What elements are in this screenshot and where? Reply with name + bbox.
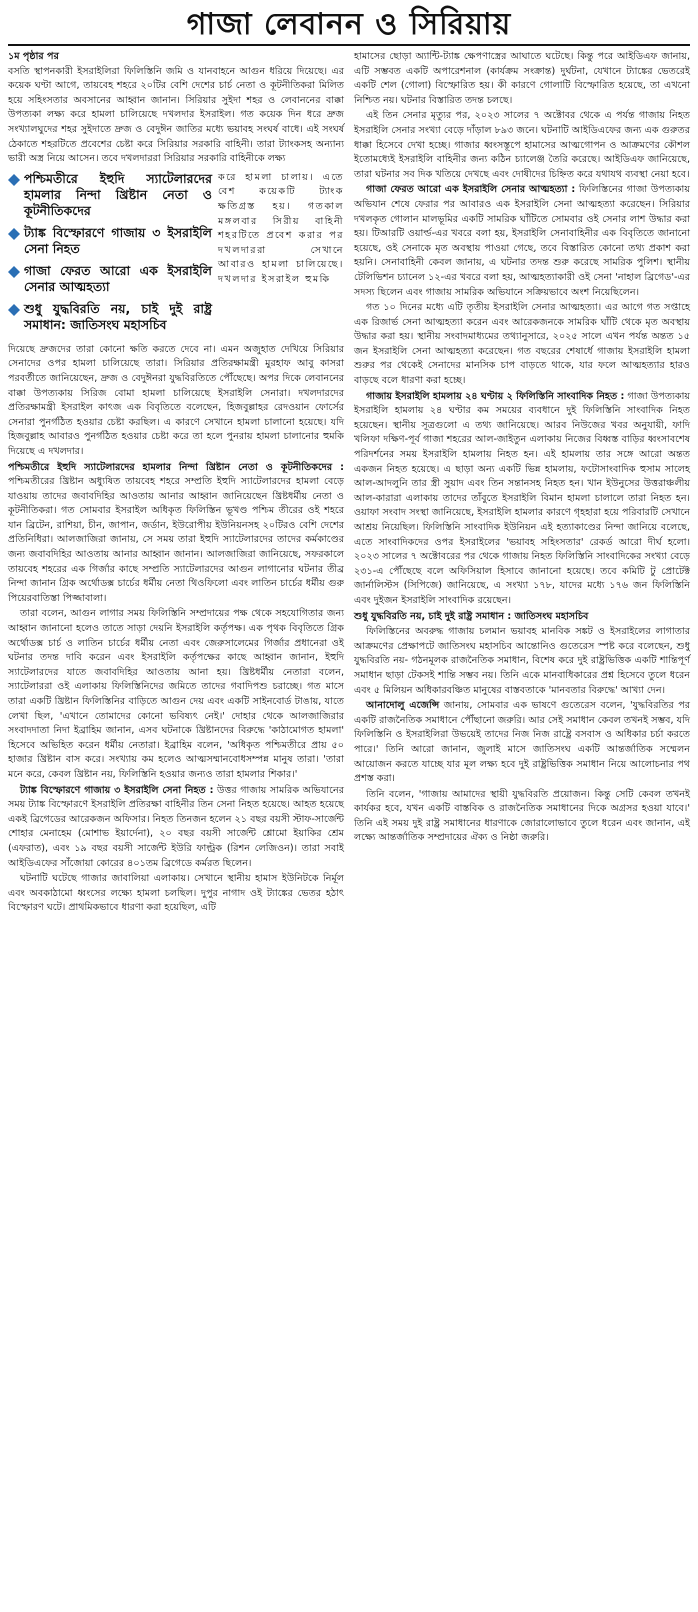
diamond-bullet-icon <box>8 266 20 278</box>
subsection-heading: শুধু যুদ্ধবিরতি নয়, চাই দুই রাষ্ট্র সমাধান : জাতিসংঘ মহাসচিব <box>354 610 589 622</box>
subsection-heading: গাজা ফেরত আরো এক ইসরাইলি সেনার আত্মহত্যা : <box>366 184 576 196</box>
highlight-text: পশ্চিমতীরে ইহুদি স্যাটেলারদের হামলার নিন্দা খ্রিষ্টান নেতা ও কূটনীতিকদের <box>24 170 212 218</box>
left-paragraph-4: ঘটনাটি ঘটেছে গাজার জাবালিয়া এলাকায়। সেখানে স্থানীয় হামাস ইউনিটকে নির্মূল এবং অবকাঠামো ধ্বংসের লক্ষ্যে হামলা চলছিল। দুপুর নাগাদ ওই ট্যাঙ্কের ভেতর হঠাৎ বিস্ফোরণ ঘটে। প্রাথমিকভাবে ধারণা করা হয়েছিল, এটি <box>8 873 344 914</box>
highlight-text: গাজা ফেরত আরো এক ইসরাইলি সেনার আত্মহত্যা <box>24 262 212 294</box>
subsection-body: উত্তর গাজায় সামরিক অভিযানের সময় ট্যাঙ্ক বিস্ফোরণে ইসরাইলি প্রতিরক্ষা বাহিনীর তিন সেনা নিহত হয়েছে। আহত হয়েছে একই ব্রিগেডের আরেকজন অফিসার। নিহত তিনজন হলেন ২১ বছর বয়সী স্টাফ-সার্জেন্ট শোহার মেনাহেম (মোশাভ ইয়ার্দেনা), ২০ বছর বয়সী সার্জেন্ট শ্লোমো ইয়াকির শ্রেম (এফরাত), এবং ১৯ বছর বয়সী সার্জেন্ট ইউরি ফাল্ট্রক (রিশন লেজিওন)। তারা সবাই আইডিএফের সাঁজোয়া কোরের ৪০১তম ব্রিগেডে কর্মরত ছিলেন। <box>8 784 344 869</box>
subsection-body: ফিলিস্তিনের গাজা উপত্যকায় অভিযান শেষে ফেরার পর আবারও এক ইসরাইলি সেনা আত্মহত্যা করেছেন। সিরিয়ার দখলকৃত গোলান মালভূমির একটি সামরিক ঘাঁটিতে সোমবার ওই সেনার লাশ উদ্ধার করা হয়। টিআরটি ওয়ার্ল্ড-এর খবরে বলা হয়, ইসরাইলি সেনাবাহিনীর এক বিবৃতিতে জানানো হয়েছে, ওই সেনাকে মৃত অবস্থায় পাওয়া গেছে, তবে বিস্তারিত কোনো তথ্য প্রকাশ করা হয়নি। সেনাবাহিনী কেবল জানায়, এ ঘটনার তদন্ত শুরু করেছে সামরিক পুলিশ। স্থানীয় টেলিভিশন চ্যানেল ১২-এর খবরে বলা হয়, আত্মহত্যাকারী ওই সেনা 'নাহাল ব্রিগেড'-এর সদস্য ছিলেন এবং গাজায় সামরিক অভিযানে সক্রিয়ভাবে অংশ নিয়েছিলেন। <box>354 184 690 298</box>
diamond-bullet-icon <box>8 304 20 316</box>
article-columns <box>8 50 690 917</box>
highlights-box <box>8 171 344 339</box>
left-paragraph-1 <box>8 50 344 167</box>
highlight-item <box>8 225 212 257</box>
highlight-text: ট্যাঙ্ক বিস্ফোরণে গাজায় ৩ ইসরাইলি সেনা নিহত <box>24 224 212 256</box>
highlight-side-text: করে হামলা চালায়। এতে বেশ কয়েকটি ট্যাংক ক্ষতিগ্রস্ত হয়। গতকাল মঙ্গলবার সিরীয় বাহিনী শহরটিতে প্রবেশ করার পর দখলদাররা সেখানে আবারও হামলা চালিয়েছে। দখলদার ইসরাইল হুমকি <box>218 171 344 285</box>
right-column <box>354 50 690 917</box>
subsection-body: গাজা উপত্যকায় ইসরাইলি হামলায় ২৪ ঘণ্টার কম সময়ের ব্যবধানে দুই ফিলিস্তিনি সাংবাদিক নিহত হয়েছেন। স্থানীয় সূত্রগুলো এ তথ্য জানিয়েছে। আরব নিউজের খবর অনুযায়ী, ফাদি খলিফা দক্ষিণ-পূর্ব গাজা শহরের আল-জাইতুন এলাকায় নিজের বিধ্বস্ত বাড়ির ধ্বংসাবশেষ পরিদর্শনের সময় ইসরাইলি হামলায় নিহত হন। এই হামলায় তার সঙ্গে আরো অন্তত একজন নিহত হয়েছে। এ ছাড়া অন্য একটি ভিন্ন হামলায়, ফটোসাংবাদিক হুসাম সালেহ আল-আদলুনি তার স্ত্রী সুয়াদ এবং তিন সন্তানসহ নিহত হন। খান ইউনুসের উত্তরাঞ্চলীয় আল-কারারা এলাকায় তাদের তাঁবুতে ইসরাইলি বিমান হামলা চালালে তারা নিহত হন। ওয়াফা সংবাদ সংস্থা জানিয়েছে, ইসরাইলি হামলার কারণে গৃহহারা হয়ে পরিবারটি সেখানে আশ্রয় নিয়েছিল। ফিলিস্তিনি সাংবাদিক ইউনিয়ন এই হত্যাকাণ্ডের নিন্দা জানিয়ে বলেছে, এতে সাংবাদিকদের ওপর ইসরাইলের 'ভয়াবহ সহিংসতার' রেকর্ড আরো দীর্ঘ হলো। ২০২৩ সালের ৭ অক্টোবরের পর থেকে গাজায় নিহত ফিলিস্তিনি সাংবাদিকের সংখ্যা বেড়ে ২৩১-এ পৌঁছেছে বলে অফিসিয়াল হিসাবে জানানো হয়েছে। তবে কমিটি টু প্রোটেক্ট জার্নালিস্টস (সিপিজে) জানিয়েছে, এ সংখ্যা ১৭৮, যাদের মধ্যে ১৭৬ জন ফিলিস্তিনি এবং দুইজন ইসরাইলি সাংবাদিক রয়েছেন। <box>354 390 691 606</box>
subsection-heading: ট্যাঙ্ক বিস্ফোরণে গাজায় ৩ ইসরাইলি সেনা নিহত : <box>20 784 214 796</box>
left-paragraph-2: দিয়েছে দ্রুজদের তারা কোনো ক্ষতি করতে দেবে না। এমন অজুহাত দেখিয়ে সিরিয়ার সেনাদের ওপর হামলা চালিয়েছে তারা। সিরিয়ার প্রতিরক্ষামন্ত্রী মুরহাফ আবু কাসরা পরবর্তীতে জানিয়েছেন, দ্রুজ ও বেদুঈনরা যুদ্ধবিরতিতে পৌঁছেছে। অপর দিকে লেবাননের বাক্কা উপত্যকায় সিরিজ বোমা হামলা চালিয়েছে ইসরাইলি সেনারা। দখলদারদের প্রতিরক্ষামন্ত্রী ইসরাইল কাৎজ এক বিবৃতিতে বলেছেন, হিজবুল্লাহর রেদওয়ান ফোর্সের সেনারা পুনর্গঠিত হওয়ার চেষ্টা করছিল। এ কারণে সেখানে হামলা চালানো হয়েছে। যদি হিজবুল্লাহ আবারও পুনর্গঠিত হওয়ার চেষ্টা করে তা হলে পুনরায় হামলা চালানোর হুমকি দিয়েছে এ দখলদার। <box>8 343 344 457</box>
highlight-text: শুধু যুদ্ধবিরতি নয়, চাই দুই রাষ্ট্র সমাধান: জাতিসংঘ মহাসচিব <box>24 300 212 332</box>
subsection-heading: গাজায় ইসরাইলি হামলায় ২৪ ঘণ্টায় ২ ফিলিস্তিনি সাংবাদিক নিহত : <box>366 390 625 402</box>
paragraph-body: জানায়, সোমবার এক ভাষণে গুতেরেস বলেন, 'যুদ্ধবিরতির পর একটি রাজনৈতিক সমাধানে পৌঁছানো জরুরি। আর সেই সমাধান কেবল তখনই সম্ভব, যদি ফিলিস্তিনি ও ইসরাইলিরা উভয়েই তাদের নিজ নিজ রাষ্ট্রে বসবাস ও অধিকার চর্চা করতে পারে।' তিনি আরো জানান, জুলাই মাসে জাতিসংঘ একটি আন্তর্জাতিক সম্মেলন আয়োজন করতে যাচ্ছে যার মূল লক্ষ্য হবে দুই রাষ্ট্রভিত্তিক সমাধান নিয়ে আলোচনার পথ প্রশস্ত করা। <box>354 700 690 785</box>
left-paragraph-3: তারা বলেন, আগুন লাগার সময় ফিলিস্তিনি সম্প্রদায়ের পক্ষ থেকে সহযোগিতার জন্য আহ্বান জানানো হলেও তাতে সাড়া দেয়নি ইসরাইলি কর্তৃপক্ষ। এক পৃথক বিবৃতিতে গ্রিক অর্থোডক্স চার্চ ও লাতিন চার্চের ধর্মীয় নেতা এবং জেরুসালেমের গির্জার প্রধানেরা ওই ঘটনার তদন্ত দাবি করেন এবং ইসরাইলি কর্তৃপক্ষের কাছে আহ্বান জানান, ইহুদি স্যাটেলারদের যাতে জবাবদিহির আওতায় আনা হয়। খ্রিষ্টধর্মীয় নেতারা বলেন, স্যাটেলাররা ওই এলাকায় ফিলিস্তিনিদের জমিতে তাদের গবাদিপশু চরাচ্ছে। গত মাসে তারা একটি খ্রিষ্টান ফিলিস্তিনির বাড়িতে আগুন দেয় এবং একটি সাইনবোর্ড টাঙায়, যাতে লেখা ছিল, 'এখানে তোমাদের কোনো ভবিষ্যৎ নেই।' দোহার থেকে আলজাজিরার সংবাদদাতা নিদা ইব্রাহিম জানান, এসব ঘটনাকে খ্রিষ্টানদের বিরুদ্ধে 'কাঠামোগত হামলা' হিসেবে অভিহিত করেন ধর্মীয় নেতারা। ইব্রাহিম বলেন, 'অধিকৃত পশ্চিমতীরে প্রায় ৫০ হাজার খ্রিষ্টান বাস করে। সংখ্যায় কম হলেও আত্মসম্মানবোধসম্পন্ন মানুষ তারা। 'তারা মনে করে, কেবল খ্রিষ্টান নয়, ফিলিস্তিনি হওয়ার জন্যও তারা হামলার শিকার।' <box>8 608 344 780</box>
right-paragraph-2: এই তিন সেনার মৃত্যুর পর, ২০২৩ সালের ৭ অক্টোবর থেকে এ পর্যন্ত গাজায় নিহত ইসরাইলি সেনার সংখ্যা বেড়ে দাঁড়াল ৮৯৩ জনে। ঘটনাটি আইডিএফের জন্য এক গুরুতর ধাক্কা হিসেবে দেখা হচ্ছে। গাজার ধ্বংসস্তূপে হামাসের আত্মগোপন ও আক্রমণের কৌশল ইতোমধ্যেই ইসরাইলি বাহিনীর জন্য কঠিন চ্যালেঞ্জ তৈরি করেছে। আইডিএফ জানিয়েছে, তারা ঘটনার সব দিক খতিয়ে দেখছে এবং দোষীদের চিহ্নিত করে যথাযথ ব্যবস্থা নেয়া হবে। <box>354 110 690 180</box>
left-column <box>8 50 344 917</box>
diamond-bullet-icon <box>8 174 20 186</box>
subsection-tank-blast <box>8 784 344 872</box>
agency-lead: আনাদোলু এজেন্সি <box>366 700 440 712</box>
subsection-west-bank <box>8 461 344 607</box>
subsection-journalists <box>354 390 690 609</box>
highlight-item <box>8 171 212 219</box>
right-paragraph-1: হামাসের ছোড়া অ্যান্টি-ট্যাঙ্ক ক্ষেপণাস্ত্রের আঘাতে ঘটেছে। কিন্তু পরে আইডিএফ জানায়, এটি সম্ভবত একটি অপারেশনাল (কার্যক্রম সংক্রান্ত) দুর্ঘটনা, যেখানে ট্যাঙ্কের ভেতরেই একটি শেল (গোলা) বিস্ফোরিত হয়। কী কারণে গোলাটি বিস্ফোরিত হয়েছে, তা এখনো নিশ্চিত নয়। ঘটনার বিস্তারিত তদন্ত চলছে। <box>354 51 690 106</box>
highlight-item <box>8 263 212 295</box>
diamond-bullet-icon <box>8 228 20 240</box>
right-paragraph-3: গত ১০ দিনের মধ্যে এটি তৃতীয় ইসরাইলি সেনার আত্মহত্যা। এর আগে গত সপ্তাহে এক রিজার্ভ সেনা আত্মহত্যা করেন এবং আরেকজনকে সামরিক ঘাঁটি থেকে মৃত অবস্থায় উদ্ধার করা হয়। স্থানীয় সংবাদমাধ্যমের তথ্যানুসারে, ২০২৫ সালে এখন পর্যন্ত অন্তত ১৫ জন ইসরাইলি সেনা আত্মহত্যা করেছেন। গত বছরের শেষার্ধে গাজায় ইসরাইলি হামলা শুরুর পর থেকেই সেনাদের মানসিক চাপ বাড়তে থাকে, যার ফলে আত্মহত্যার হারও বাড়ছে বলে ধারণা করা হচ্ছে। <box>354 302 690 387</box>
right-paragraph-6: তিনি বলেন, 'গাজায় আমাদের স্থায়ী যুদ্ধবিরতি প্রয়োজন। কিন্তু সেটি কেবল তখনই কার্যকর হবে, যখন একটি বাস্তবিক ও রাজনৈতিক সমাধানের দিকে অগ্রসর হওয়া যাবে।' তিনি এই সময় দুই রাষ্ট্র সমাধানের ধারণাকে জোরালোভাবে তুলে ধরেন এবং জানান, এই লক্ষ্যে আন্তর্জাতিক সম্প্রদায়ের ঐক্য ও নিষ্ঠা জরুরি। <box>354 788 690 844</box>
page-headline: গাজা লেবানন ও সিরিয়ায় <box>8 4 690 46</box>
subsection-un-heading <box>354 610 690 625</box>
subsection-body: পশ্চিমতীরের খ্রিষ্টান অধ্যুষিত তায়বেহ শহরে সম্প্রতি ইহুদি স্যাটেলারদের হামলা বেড়ে যাওয়ায় তাদের জবাবদিহির আওতায় আনার আহ্বান জানিয়েছেন খ্রিষ্টধর্মীয় নেতা ও কূটনীতিকরা। গত সোমবার ইসরাইল অধিকৃত ফিলিস্তিন ভূখণ্ড পশ্চিম তীরের ওই শহরে যান ব্রিটেন, রাশিয়া, চীন, জাপান, জর্ডান, ইউরোপীয় ইউনিয়নসহ ২০টিরও বেশি দেশের প্রতিনিধিরা। আলজাজিরা জানায়, সে সময় তারা ইহুদি স্যাটেলারদের তাদের কর্মকাণ্ডের জন্য জবাবদিহির আওতায় আনার আহ্বান জানান। আলজাজিরা জানিয়েছে, সফরকালে তায়বেহ শহরের এক গির্জার কাছে সম্প্রতি স্যাটেলারদের আগুন লাগানোর ঘটনার তীব্র নিন্দা জানান গ্রিক অর্থোডক্স চার্চের ধর্মীয় নেতা থিওফিলো এবং লাতিন চার্চের ধর্মীয় গুরু পিয়েরবাতিস্তা পিজ্জাবালা। <box>8 476 344 604</box>
highlight-list <box>8 171 218 339</box>
left-p1-text: বসতি স্থাপনকারী ইসরাইলিরা ফিলিস্তিনি জমি ও যানবাহনে আগুন ধরিয়ে দিয়েছে। এর কয়েক ঘণ্টা আগে, তায়বেহ শহরে ২০টির বেশি দেশের চার্চ নেতা ও কূটনীতিকরা মিলিত হয়ে সহিংসতার অবসানের আহ্বান জানান। সিরিয়ার সুইদা শহর ও লেবাননের বাক্কা উপত্যকা লক্ষ্য করে হামলা চালিয়েছে দখলদার ইসরাইল। গত কয়েক দিন ধরে দ্রুজ সংখ্যালঘুদের শহর সুইদাতে দ্রুজ ও বেদুঈন জাতির মধ্যে ভয়াবহ সংঘর্ষ বাধে। এই সংঘর্ষ ঠেকাতে শহরটিতে প্রবেশের চেষ্টা করে সিরিয়ার সরকারি বাহিনী। তারা ট্যাংকসহ অন্যান্য ভারী অস্ত্র নিয়ে আসেন। তবে দখলদাররা সিরিয়ার সরকারি বাহিনীকে লক্ষ্য <box>8 65 344 165</box>
highlight-item <box>8 301 212 333</box>
subsection-suicide <box>354 183 690 300</box>
right-paragraph-5 <box>354 699 690 787</box>
right-paragraph-4: ফিলিস্তিনের অবরুদ্ধ গাজায় চলমান ভয়াবহ মানবিক সঙ্কট ও ইসরাইলের লাগাতার আক্রমণের প্রেক্ষাপটে জাতিসংঘ মহাসচিব আন্তোনিও গুতেরেস স্পষ্ট করে বলেছেন, শুধু যুদ্ধবিরতি নয়- গঠনমূলক রাজনৈতিক সমাধান, বিশেষ করে দুই রাষ্ট্রভিত্তিক একটি শান্তিপূর্ণ সমাধান ছাড়া টেকসই শান্তি সম্ভব নয়। তিনি একে মানবাধিকারের প্রশ্ন হিসেবে তুলে ধরেন এবং ৫ মিলিয়ন অধিকারবঞ্চিত মানুষের বাস্তবতাকে 'মানবতার বিরুদ্ধে' আখ্যা দেন। <box>354 626 690 696</box>
continuation-kicker: ১ম পৃষ্ঠার পর <box>8 51 59 62</box>
subsection-heading: পশ্চিমতীরে ইহুদি স্যাটেলারদের হামলার নিন্দা খ্রিষ্টান নেতা ও কূটনীতিকদের : <box>8 461 344 473</box>
